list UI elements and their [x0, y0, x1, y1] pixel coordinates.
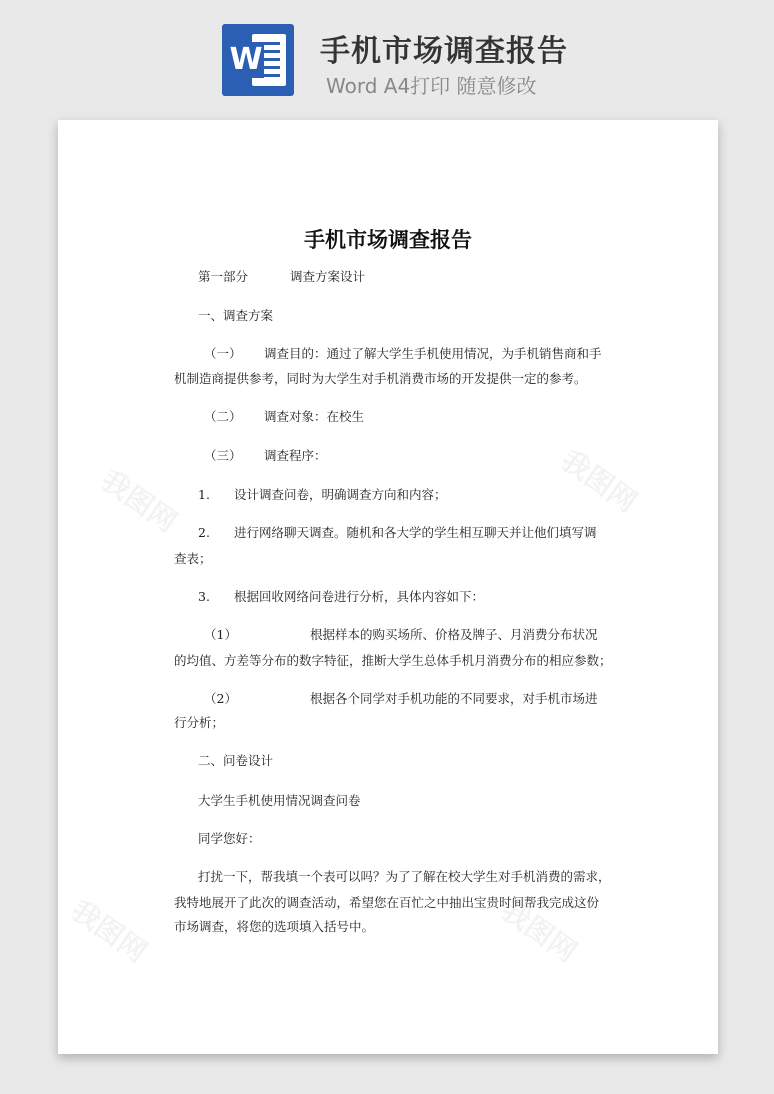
part-title: 调查方案设计 — [290, 269, 366, 284]
paragraph-line: 进行网络聊天调查。随机和各大学的学生相互聊天并让他们填写调 — [234, 525, 597, 540]
paragraph-line: 行分析； — [174, 715, 225, 730]
greeting: 同学您好： — [198, 831, 261, 846]
paragraph-line: 市场调查，将您的选项填入括号中。 — [174, 919, 375, 934]
header-title: 手机市场调查报告 — [320, 34, 568, 69]
paragraph-line: 调查对象：在校生 — [264, 409, 365, 424]
word-icon — [222, 24, 294, 96]
section-heading: 二、问卷设计 — [198, 753, 274, 768]
paragraph-line: 设计调查问卷，明确调查方向和内容； — [234, 487, 447, 502]
watermark: 我图网 — [495, 893, 584, 969]
paragraph-line: 打扰一下，帮我填一个表可以吗？为了了解在校大学生对手机消费的需求， — [198, 869, 611, 884]
survey-title: 大学生手机使用情况调查问卷 — [198, 793, 361, 808]
section-heading: 一、调查方案 — [198, 308, 274, 323]
word-letter-icon: W — [229, 42, 263, 77]
paragraph-line: 机制造商提供参考，同时为大学生对手机消费市场的开发提供一定的参考。 — [174, 371, 587, 386]
document-page — [58, 120, 718, 1054]
paragraph-line: 的均值、方差等分布的数字特征，推断大学生总体手机月消费分布的相应参数； — [174, 653, 612, 668]
watermark: 我图网 — [65, 893, 154, 969]
part-number: 第一部分 — [198, 269, 249, 284]
item-number: （一） — [204, 346, 242, 361]
watermark: 我图网 — [95, 463, 184, 539]
sub-item-number: （2） — [204, 691, 237, 706]
paragraph-line: 我特地展开了此次的调查活动，希望您在百忙之中抽出宝贵时间帮我完成这份 — [174, 895, 600, 910]
paragraph-line: 根据各个同学对手机功能的不同要求，对手机市场进 — [310, 691, 598, 706]
header-banner — [0, 0, 774, 110]
watermark: 我图网 — [555, 443, 644, 519]
document-title: 手机市场调查报告 — [304, 228, 472, 252]
paragraph-line: 调查程序： — [264, 448, 327, 463]
item-number: （三） — [204, 448, 242, 463]
paragraph-line: 根据回收网络问卷进行分析，具体内容如下： — [234, 589, 485, 604]
paragraph-line: 调查目的：通过了解大学生手机使用情况，为手机销售商和手 — [264, 346, 602, 361]
header-subtitle: Word A4打印 随意修改 — [326, 74, 537, 98]
step-number: 1. — [198, 487, 210, 502]
item-number: （二） — [204, 409, 242, 424]
sub-item-number: （1） — [204, 627, 237, 642]
step-number: 2. — [198, 525, 210, 540]
step-number: 3. — [198, 589, 210, 604]
paragraph-line: 根据样本的购买场所、价格及牌子、月消费分布状况 — [310, 627, 598, 642]
paragraph-line: 查表； — [174, 551, 212, 566]
